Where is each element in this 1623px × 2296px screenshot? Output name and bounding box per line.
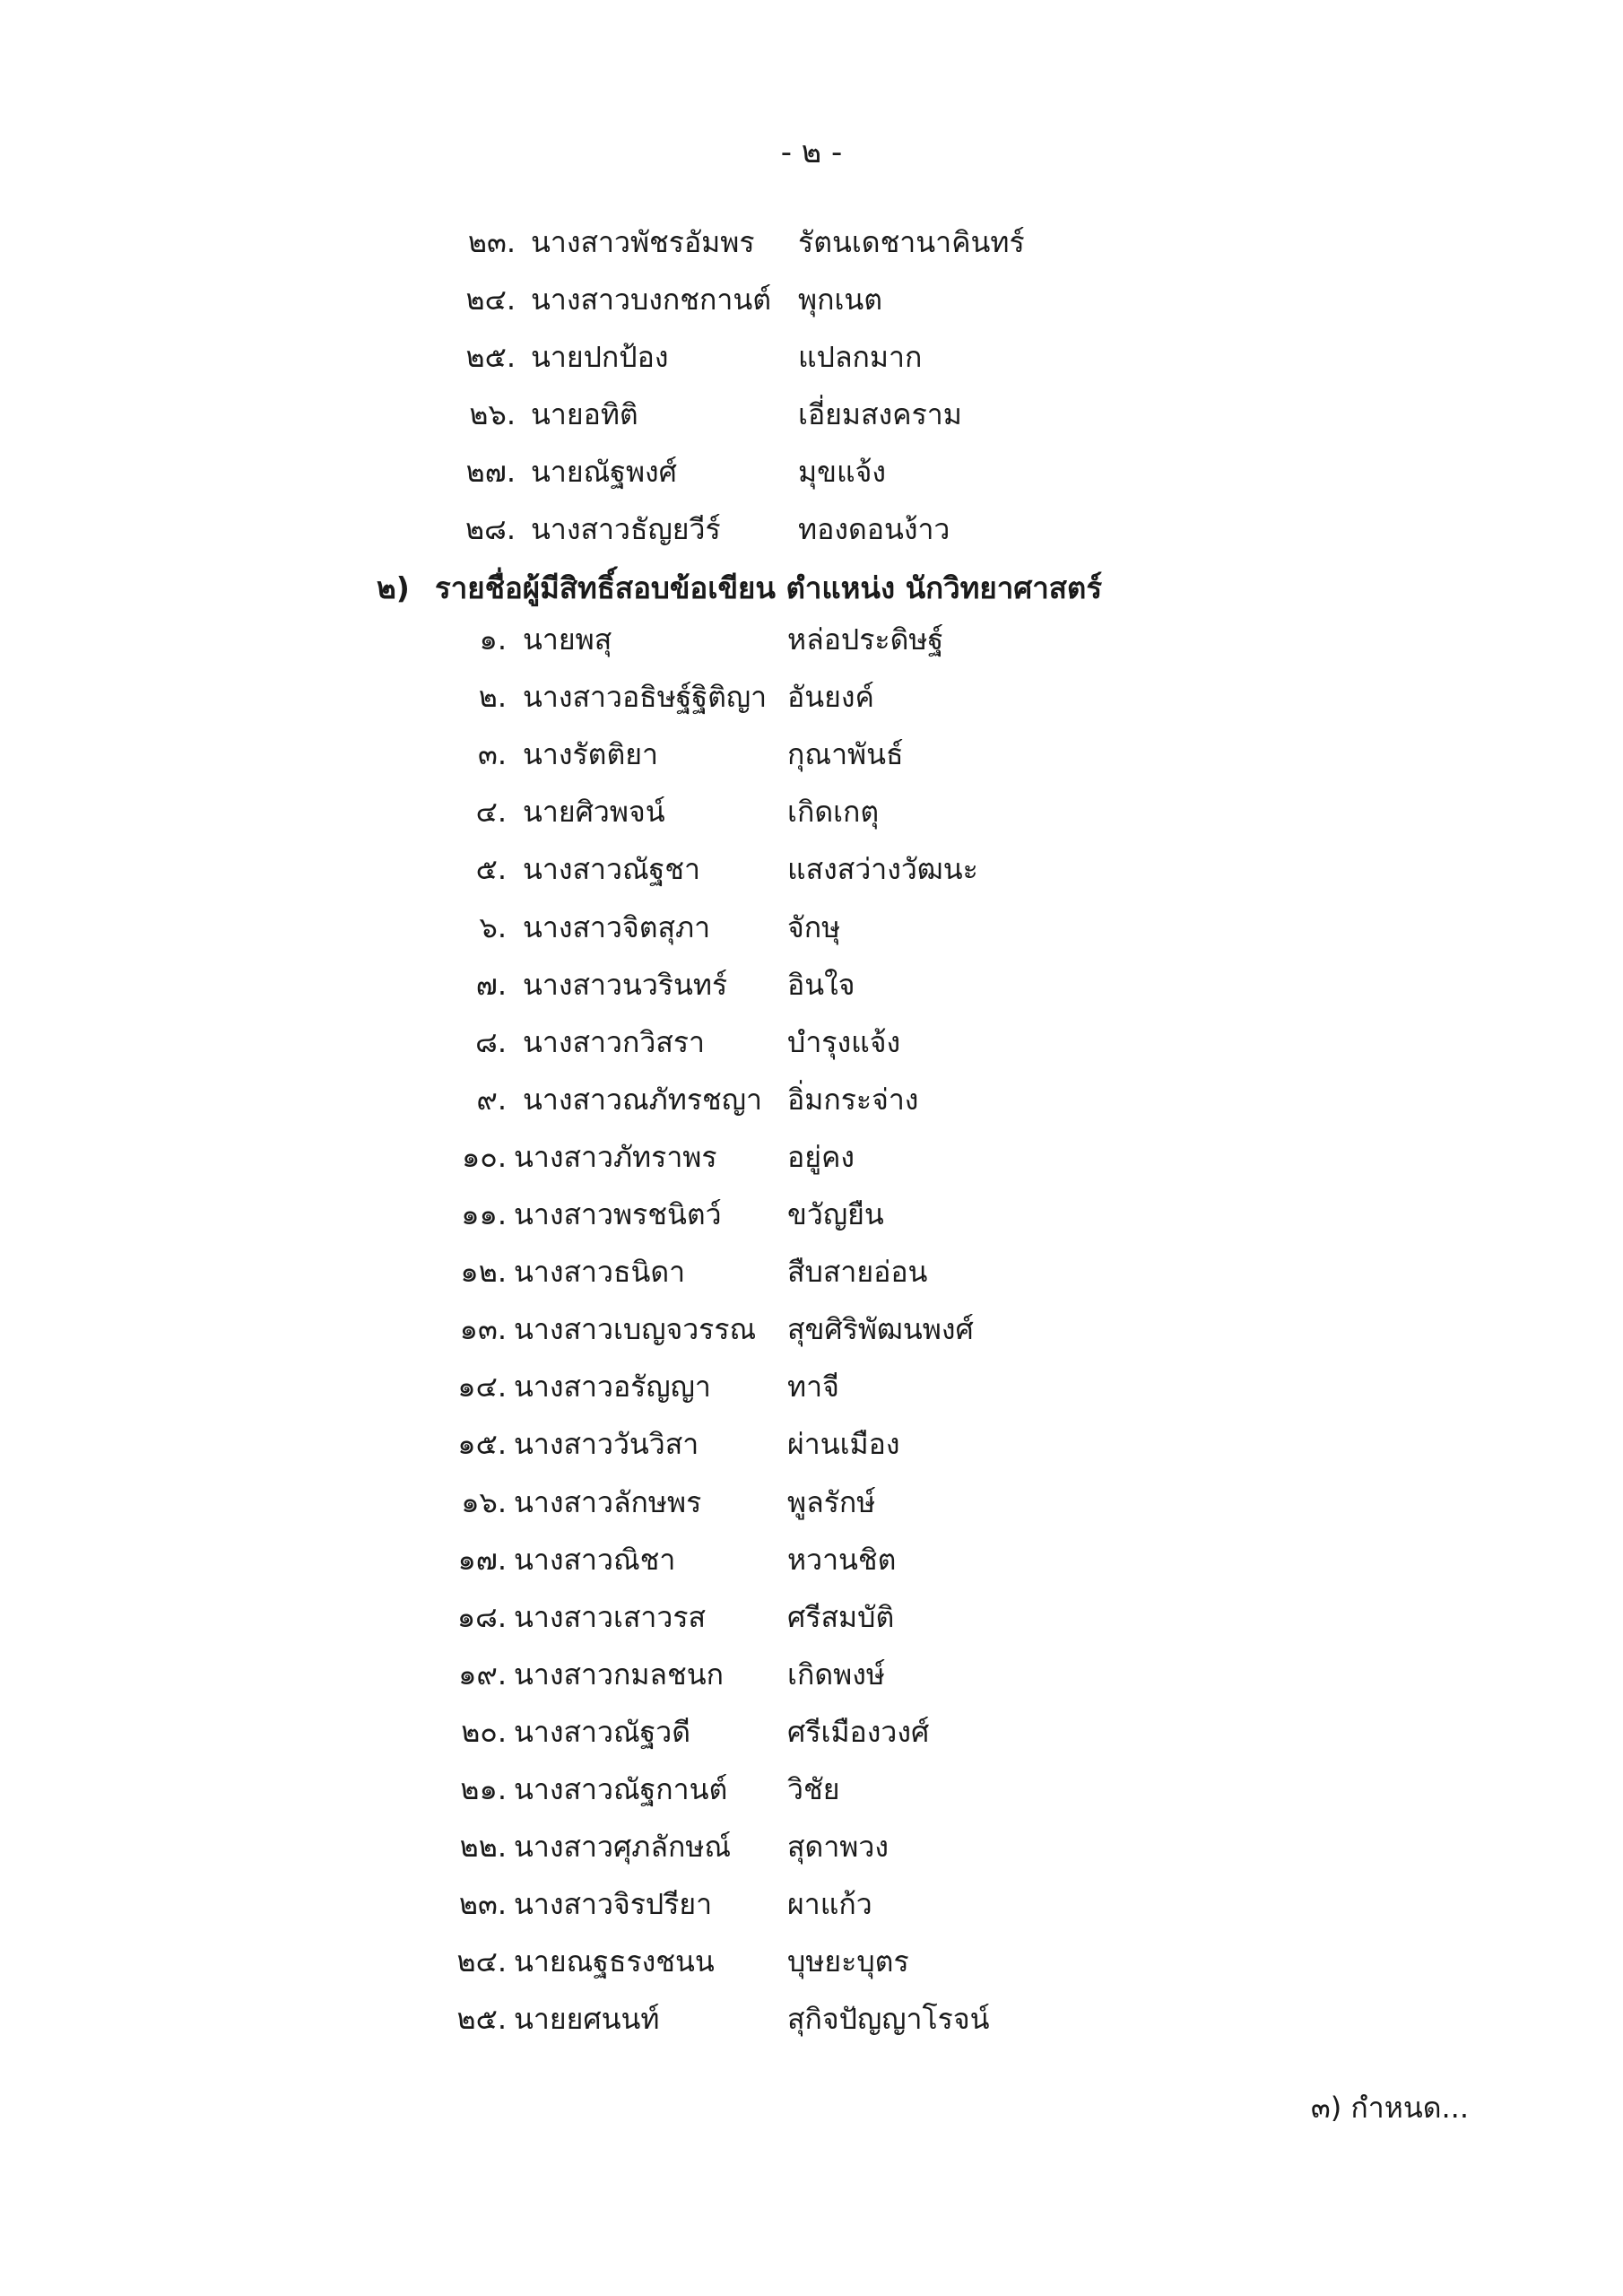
item-surname: หล่อประดิษฐ์ — [787, 622, 944, 657]
list-item — [0, 1992, 1623, 2046]
item-name: นายณฐธรงชนน — [514, 1944, 715, 1979]
item-name: นางรัตติยา — [523, 737, 658, 772]
section2-number: ๒) — [377, 570, 410, 605]
list-item — [0, 1648, 1623, 1701]
item-number: ๒๐. — [461, 1714, 507, 1749]
item-number: ๑๘. — [456, 1599, 507, 1634]
item-name: นางสาวศุภลักษณ์ — [514, 1830, 732, 1865]
list-item — [0, 785, 1623, 839]
item-surname: พุกเนต — [798, 283, 883, 317]
item-number: ๒๑. — [460, 1772, 507, 1806]
item-number: ๒๗. — [465, 455, 516, 489]
item-number: ๑๙. — [458, 1657, 507, 1692]
item-name: นายยศนนท์ — [514, 2002, 660, 2037]
item-surname: ผ่านเมือง — [787, 1427, 900, 1462]
list-item — [0, 1590, 1623, 1644]
list-item — [0, 958, 1623, 1012]
item-number: ๑๒. — [460, 1255, 507, 1290]
item-number: ๕. — [475, 852, 507, 887]
list-item — [0, 842, 1623, 896]
item-number: ๒๕. — [456, 2002, 507, 2037]
item-surname: จักษุ — [787, 909, 841, 944]
item-surname: วิชัย — [787, 1772, 840, 1806]
item-surname: สุดาพวง — [787, 1830, 889, 1865]
list-item — [0, 1417, 1623, 1471]
item-name: นางสาวภัทราพร — [514, 1139, 717, 1174]
item-surname: อินใจ — [787, 967, 855, 1002]
item-name: นางสาวธนิดา — [514, 1255, 686, 1290]
item-number: ๒๔. — [465, 283, 516, 317]
list-item — [0, 1762, 1623, 1816]
item-name: นางสาวณภัทรชญา — [523, 1082, 762, 1117]
list-item — [0, 670, 1623, 724]
item-surname: ศรีสมบัติ — [787, 1599, 895, 1634]
list-item — [0, 1015, 1623, 1069]
list-item — [0, 1533, 1623, 1587]
list-item — [0, 1705, 1623, 1759]
item-name: นางสาวนวรินทร์ — [523, 967, 728, 1002]
item-surname: แปลกมาก — [798, 340, 923, 374]
page-number: - ๒ - — [780, 135, 843, 170]
continued-note: ๓) กำหนด... — [1310, 2091, 1469, 2125]
item-name: นางสาวเสาวรส — [514, 1599, 707, 1634]
item-surname: ขวัญยืน — [787, 1197, 884, 1231]
item-name: นางสาวณัฐกานต์ — [514, 1772, 728, 1806]
item-name: นางสาวธัญยวีร์ — [531, 512, 721, 546]
item-name: นายอทิติ — [531, 397, 638, 431]
list-item — [0, 1302, 1623, 1356]
section2-title: รายชื่อผู้มีสิทธิ์สอบข้อเขียน ตำแหน่ง นักวิทยาศาสตร์ — [435, 570, 1103, 605]
item-number: ๒๖. — [469, 397, 516, 431]
item-number: ๑๐. — [461, 1139, 507, 1174]
item-name: นายณัฐพงศ์ — [531, 455, 677, 489]
item-name: นางสาวลักษพร — [514, 1484, 702, 1519]
item-number: ๒๓. — [458, 1887, 507, 1922]
item-number: ๑๓. — [459, 1312, 507, 1347]
item-surname: สุขศิริพัฒนพงศ์ — [787, 1312, 974, 1347]
item-number: ๒๕. — [465, 340, 516, 374]
item-name: นางสาวกวิสรา — [523, 1024, 705, 1059]
list-item — [0, 1187, 1623, 1241]
item-surname: พูลรักษ์ — [787, 1484, 876, 1519]
item-number: ๒๔. — [456, 1944, 507, 1979]
item-number: ๑๕. — [457, 1427, 507, 1462]
item-name: นางสาวจิรปรียา — [514, 1887, 713, 1922]
list-item — [0, 727, 1623, 781]
list-item — [0, 1475, 1623, 1529]
item-number: ๒. — [478, 680, 507, 715]
item-surname: สุกิจปัญญาโรจน์ — [787, 2002, 990, 2037]
item-name: นางสาวอธิษฐ์ฐิติญา — [523, 680, 768, 715]
item-number: ๒๘. — [465, 512, 516, 546]
item-number: ๗. — [475, 967, 507, 1002]
list-item — [0, 1360, 1623, 1413]
item-surname: เอี่ยมสงคราม — [798, 397, 962, 431]
list-item — [0, 330, 1623, 384]
item-surname: อิ่มกระจ่าง — [787, 1082, 919, 1117]
list-item — [0, 1935, 1623, 1988]
list-item — [0, 900, 1623, 954]
list-item — [0, 1073, 1623, 1126]
list-item — [0, 1130, 1623, 1184]
item-name: นางสาวอรัญญา — [514, 1370, 711, 1405]
item-name: นายปกป้อง — [531, 340, 669, 374]
item-number: ๑๔. — [457, 1370, 507, 1405]
item-surname: แสงสว่างวัฒนะ — [787, 852, 978, 887]
list-item — [0, 1820, 1623, 1874]
item-name: นางสาวบงกชกานต์ — [531, 283, 771, 317]
item-number: ๘. — [475, 1024, 507, 1059]
list-item — [0, 1877, 1623, 1931]
item-surname: เกิดเกตุ — [787, 795, 880, 830]
list-item — [0, 387, 1623, 441]
item-surname: กุณาพันธ์ — [787, 737, 904, 772]
item-name: นางสาวณัฐวดี — [514, 1714, 691, 1749]
item-name: นายพสุ — [523, 622, 612, 657]
item-surname: ผาแก้ว — [787, 1887, 872, 1922]
item-surname: หวานชิต — [787, 1542, 897, 1577]
list-item — [0, 445, 1623, 499]
list-item — [0, 1245, 1623, 1299]
item-number: ๑. — [479, 622, 507, 657]
list-item — [0, 613, 1623, 666]
item-number: ๓. — [477, 737, 507, 772]
item-name: นางสาวเบญจวรรณ — [514, 1312, 757, 1347]
item-name: นางสาววันวิสา — [514, 1427, 699, 1462]
item-surname: เกิดพงษ์ — [787, 1657, 885, 1692]
item-name: นางสาวจิตสุภา — [523, 909, 711, 944]
item-number: ๑๗. — [457, 1542, 507, 1577]
item-number: ๖. — [479, 909, 507, 944]
item-surname: ทาจี — [787, 1370, 839, 1405]
list-item — [0, 273, 1623, 326]
item-surname: มุขแจ้ง — [798, 455, 886, 489]
item-number: ๑๑. — [461, 1197, 507, 1231]
list-item — [0, 215, 1623, 269]
item-surname: ทองดอนง้าว — [798, 512, 950, 546]
item-surname: สืบสายอ่อน — [787, 1255, 928, 1290]
item-number: ๒๒. — [459, 1830, 507, 1865]
item-name: นางสาวพัชรอัมพร — [531, 225, 755, 259]
item-surname: อันยงค์ — [787, 680, 874, 715]
item-number: ๔. — [475, 795, 507, 830]
item-surname: บำรุงแจ้ง — [787, 1024, 901, 1059]
item-surname: บุษยะบุตร — [787, 1944, 909, 1979]
item-name: นางสาวณัฐชา — [523, 852, 700, 887]
item-number: ๑๖. — [461, 1484, 507, 1519]
item-number: ๒๓. — [467, 225, 516, 259]
item-number: ๙. — [476, 1082, 507, 1117]
item-surname: อยู่คง — [787, 1139, 855, 1174]
item-name: นางสาวกมลชนก — [514, 1657, 724, 1692]
item-name: นายศิวพจน์ — [523, 795, 665, 830]
item-surname: รัตนเดชานาคินทร์ — [798, 225, 1025, 259]
item-name: นางสาวณิชา — [514, 1542, 676, 1577]
item-name: นางสาวพรชนิตว์ — [514, 1197, 722, 1231]
list-item — [0, 502, 1623, 556]
item-surname: ศรีเมืองวงศ์ — [787, 1714, 930, 1749]
